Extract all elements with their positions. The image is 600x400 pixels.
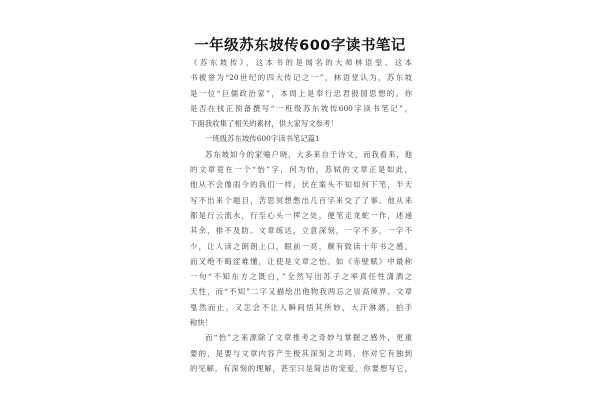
paragraph-line: 苏东坡如今的家喻户晓，大多来自于诗文，而我看来，他 xyxy=(205,149,412,159)
paragraph-line: 一句“不知东方之既白，”全然写出苏子之率真任性潇洒之 xyxy=(190,272,412,282)
paragraph-line: 天性，而“不知”二字又描绘出他物我两忘之崇高境界。文章 xyxy=(190,287,412,297)
paragraph-line: 是一位“巨儒政治家”，本周上是奉行忠君报国思想的。你 xyxy=(190,88,412,98)
paragraph-line: 他从不会像雨今的我们一样，伏在案头不知如何下笔，半天 xyxy=(190,180,412,190)
paragraph-line: 称快！ xyxy=(190,318,213,328)
paragraph-line: 的见解，有深刻的理解，甚至只是简洁的宠爱，你要想写它， xyxy=(190,363,412,373)
paragraph-line: 少，让人读之朗朗上口，眼前一亮，颇有致读十年书之感。 xyxy=(190,241,412,251)
paragraph-line: 而又绝不晦涩难懂，让使是文章之怡。如《赤壁赋》中最称 xyxy=(190,256,412,266)
paragraph-line: 都是行云流水，行至心头一挥之处，便笔走龙蛇一作，述递 xyxy=(190,210,412,220)
paragraph-line: 要的，是要与文章内容产生极其深刻之共鸣，你对它有独到 xyxy=(190,348,412,358)
paragraph-line: 戛然而止，又怎会不让人瞬间悟其所妙，大汗淋漓，拍手 xyxy=(190,302,412,312)
document-title: 一年级苏东坡传600字读书笔记 xyxy=(194,38,406,54)
section-heading: 一班级苏东坡传600字读书笔记篇1 xyxy=(205,134,320,144)
paragraph-line: 《苏东坡传》，这本书的是闻名的大师林语堂。这本 xyxy=(190,58,412,67)
paragraph-line: 是否在找正预备撰写“一班级苏东坡传600字读书笔记”， xyxy=(190,103,412,113)
paragraph-line: 而“怡”之来源除了文章推考之奇妙与掌握之感外，更重 xyxy=(205,333,412,343)
paragraph-line: 下面我收集了相关的素材，供大家写文参考！ xyxy=(190,119,338,129)
paragraph-line: 的文章竟在一个“怡”字，何为怡，苏轼的文章正是如此， xyxy=(190,165,412,175)
paragraph-line: 其余，排不及防。文章练达，立意深刻，一字不多，一字不 xyxy=(190,226,412,236)
document-body xyxy=(190,55,412,376)
paragraph-line: 写不出来个题目，苦思冥想憋出几百字来交了了事。他从来 xyxy=(190,195,412,205)
paragraph-line: 书被誉为“20世纪的四大传记之一”，林语堂认为，苏东坡 xyxy=(190,73,412,83)
